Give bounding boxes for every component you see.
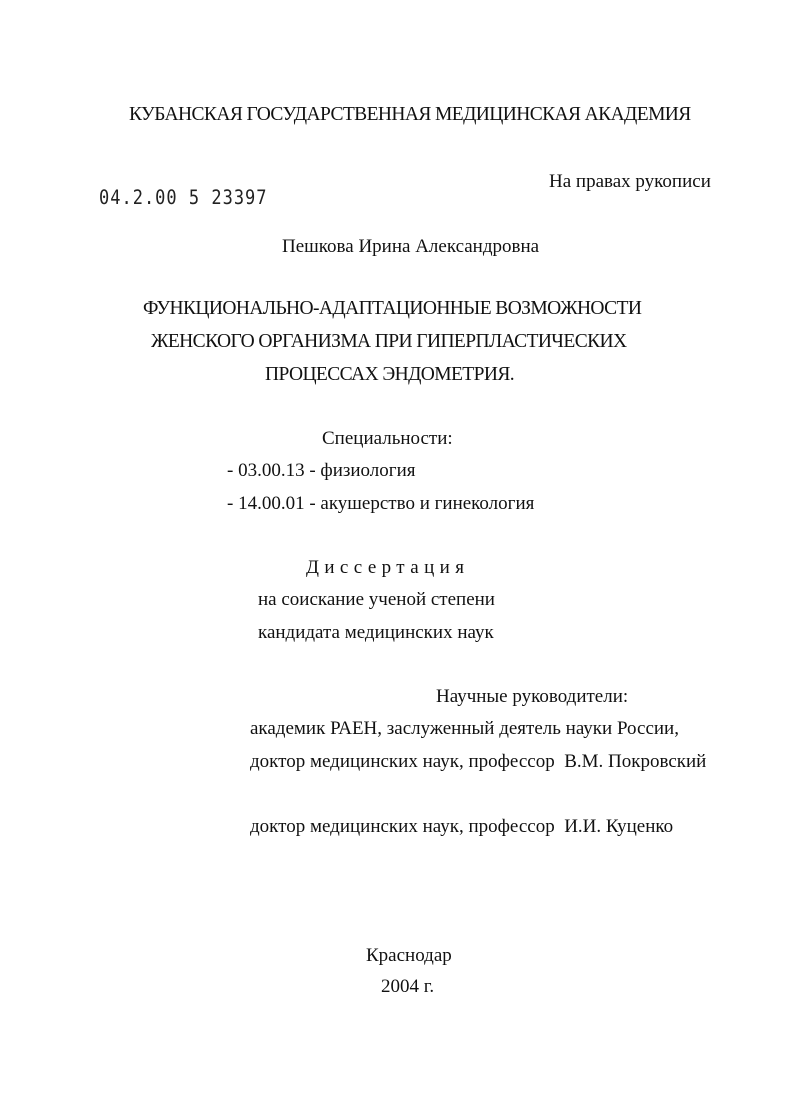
- supervisor-line-2: доктор медицинских наук, профессор В.М. Покровский: [250, 751, 707, 772]
- supervisors-heading: Научные руководители:: [436, 686, 629, 707]
- specialty-item: - 03.00.13 - физиология: [227, 460, 416, 481]
- dissertation-word: Диссертация: [306, 557, 470, 578]
- title-line-2: ЖЕНСКОГО ОРГАНИЗМА ПРИ ГИПЕРПЛАСТИЧЕСКИХ: [151, 331, 627, 352]
- degree-line-1: на соискание ученой степени: [258, 589, 495, 610]
- city: Краснодар: [366, 945, 452, 966]
- title-line-1: ФУНКЦИОНАЛЬНО-АДАПТАЦИОННЫЕ ВОЗМОЖНОСТИ: [143, 298, 642, 319]
- library-stamp: 04.2.00 5 23397: [99, 186, 268, 210]
- supervisor-line-3: доктор медицинских наук, профессор И.И. Куценко: [250, 816, 674, 837]
- supervisor-line-1: академик РАЕН, заслуженный деятель науки России,: [250, 718, 679, 739]
- title-line-3: ПРОЦЕССАХ ЭНДОМЕТРИЯ.: [265, 364, 515, 385]
- manuscript-note: На правах рукописи: [549, 171, 711, 192]
- specialty-item: - 14.00.01 - акушерство и гинекология: [227, 493, 535, 514]
- year: 2004 г.: [381, 976, 435, 997]
- author-name: Пешкова Ирина Александровна: [282, 236, 540, 257]
- institution-title: КУБАНСКАЯ ГОСУДАРСТВЕННАЯ МЕДИЦИНСКАЯ АКАДЕМИЯ: [129, 104, 691, 125]
- degree-line-2: кандидата медицинских наук: [258, 622, 494, 643]
- specialties-heading: Специальности:: [322, 428, 453, 449]
